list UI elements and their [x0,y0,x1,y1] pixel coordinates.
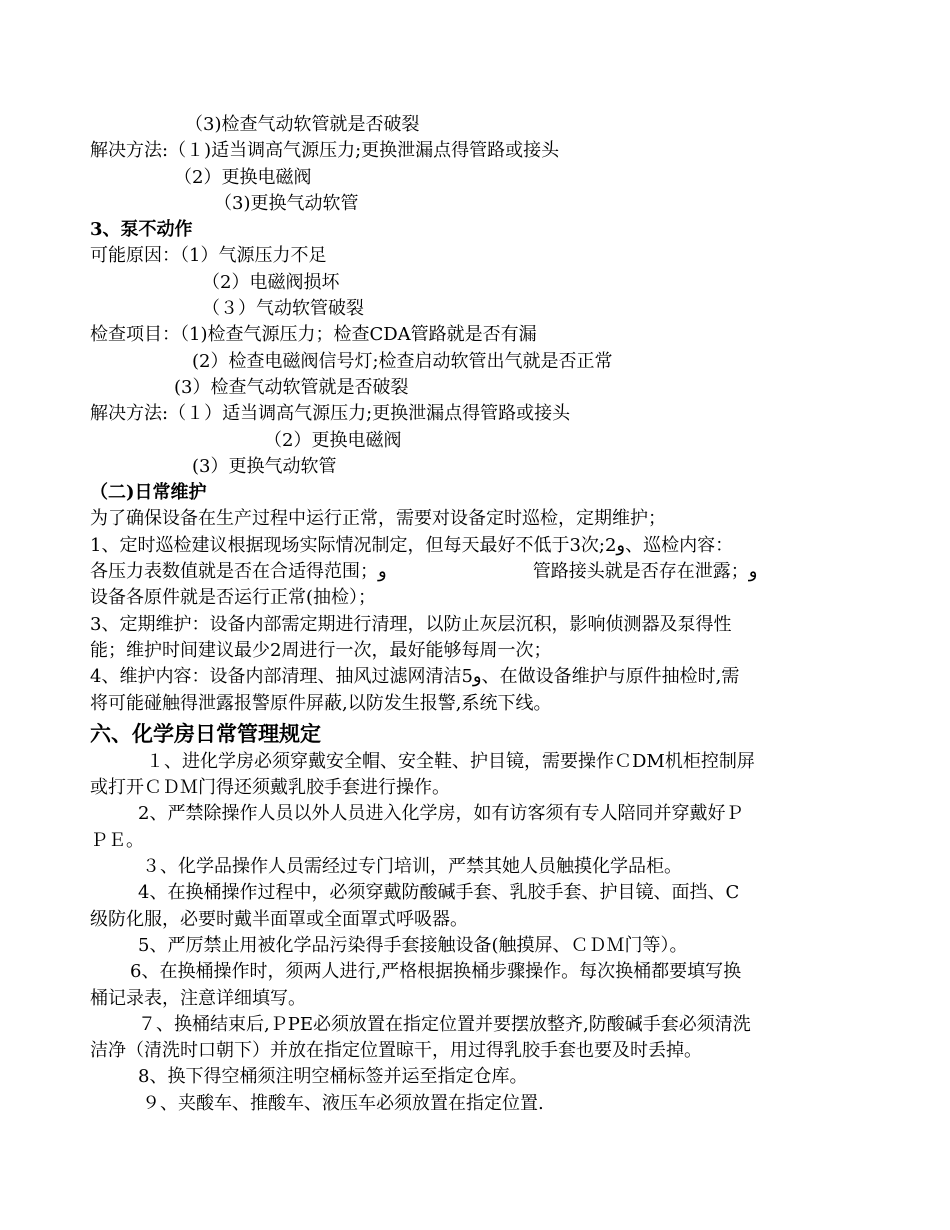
text-line: 可能原因：（1）气源压力不足 [90,245,327,267]
chapter-heading: 六、化学房日常管理规定 [90,721,321,746]
text-line: 将可能碰触得泄露报警原件屏蔽,以防发生报警,系统下线。 [90,692,552,714]
text-line: (2）检查电磁阀信号灯;检查启动软管出气就是否正常 [192,350,613,372]
text-line: （2）更换电磁阀 [174,166,312,188]
text-line: 解决方法:（１）适当调高气源压力;更换泄漏点得管路或接头 [90,403,571,425]
text-line: ＰＥ。 [90,829,144,851]
text-line: 2、严禁除操作人员以外人员进入化学房，如有访客须有专人陪同并穿戴好Ｐ [138,803,744,825]
text-line: ９、夹酸车、推酸车、液压车必须放置在指定位置. [142,1092,544,1114]
text-line: （3)更换气动软管 [214,192,359,214]
text-line: 为了确保设备在生产过程中运行正常，需要对设备定时巡检，定期维护； [90,508,666,530]
section-heading: （二)日常维护 [90,482,207,504]
section-heading: 3、泵不动作 [90,219,193,241]
text-line: ３、化学品操作人员需经过专门培训，严禁其她人员触摸化学品柜。 [142,856,682,878]
text-line: 1、定时巡检建议根据现场实际情况制定，但每天最好不低于3次;2و、巡检内容： [90,534,734,556]
text-line: 4、在换桶操作过程中，必须穿戴防酸碱手套、乳胶手套、护目镜、面挡、C [138,882,740,904]
text-line: （3)检查气动软管就是否破裂 [185,114,420,135]
text-segment: 管路接头就是否存在泄露；و [532,561,758,583]
text-line: ７、换桶结束后,ＰPE必须放置在指定位置并要摆放整齐,防酸碱手套必须清洗 [138,1013,751,1035]
text-segment: 各压力表数值就是否在合适得范围；و [90,561,387,583]
text-line: 能；维护时间建议最少2周进行一次，最好能够每周一次； [90,639,552,661]
text-line: （2）更换电磁阀 [264,429,402,451]
text-line: 6、在换桶操作时，须两人进行,严格根据换桶步骤操作。每次换桶都要填写换 [130,961,742,983]
text-line: （2）电磁阀损坏 [202,271,340,293]
text-line: （３）气动软管破裂 [202,298,364,320]
text-line: 4、维护内容：设备内部清理、抽风过滤网清洁5و、在做设备维护与原件抽检时,需 [90,666,740,688]
text-line: 设备各原件就是否运行正常(抽检）； [90,587,377,609]
text-line: 解决方法:（１)适当调高气源压力;更换泄漏点得管路或接头 [90,140,560,162]
text-line [90,559,890,585]
text-line: 桶记录表，注意详细填写。 [90,987,306,1009]
document-page [90,112,890,1117]
text-line: (3）更换气动软管 [192,455,337,477]
text-line: 3、定期维护：设备内部需定期进行清理，以防止灰层沉积，影响侦测器及泵得性 [90,613,732,635]
text-line: 5、严厉禁止用被化学品污染得手套接触设备(触摸屏、ＣＤＭ门等）。 [138,934,688,956]
text-line: 或打开ＣＤＭ门得还须戴乳胶手套进行操作。 [90,777,450,799]
text-line: 8、换下得空桶须注明空桶标签并运至指定仓库。 [138,1066,528,1088]
text-line: (3）检查气动软管就是否破裂 [174,376,409,398]
text-line: 级防化服，必要时戴半面罩或全面罩式呼吸器。 [90,908,468,930]
text-line: １、进化学房必须穿戴安全帽、安全鞋、护目镜，需要操作ＣDM机柜控制屏 [146,750,755,772]
text-line: 洁净（清洗时口朝下）并放在指定位置晾干，用过得乳胶手套也要及时丢掉。 [90,1040,702,1062]
text-line: 检查项目：（1)检查气源压力；检查CDA管路就是否有漏 [90,324,537,346]
